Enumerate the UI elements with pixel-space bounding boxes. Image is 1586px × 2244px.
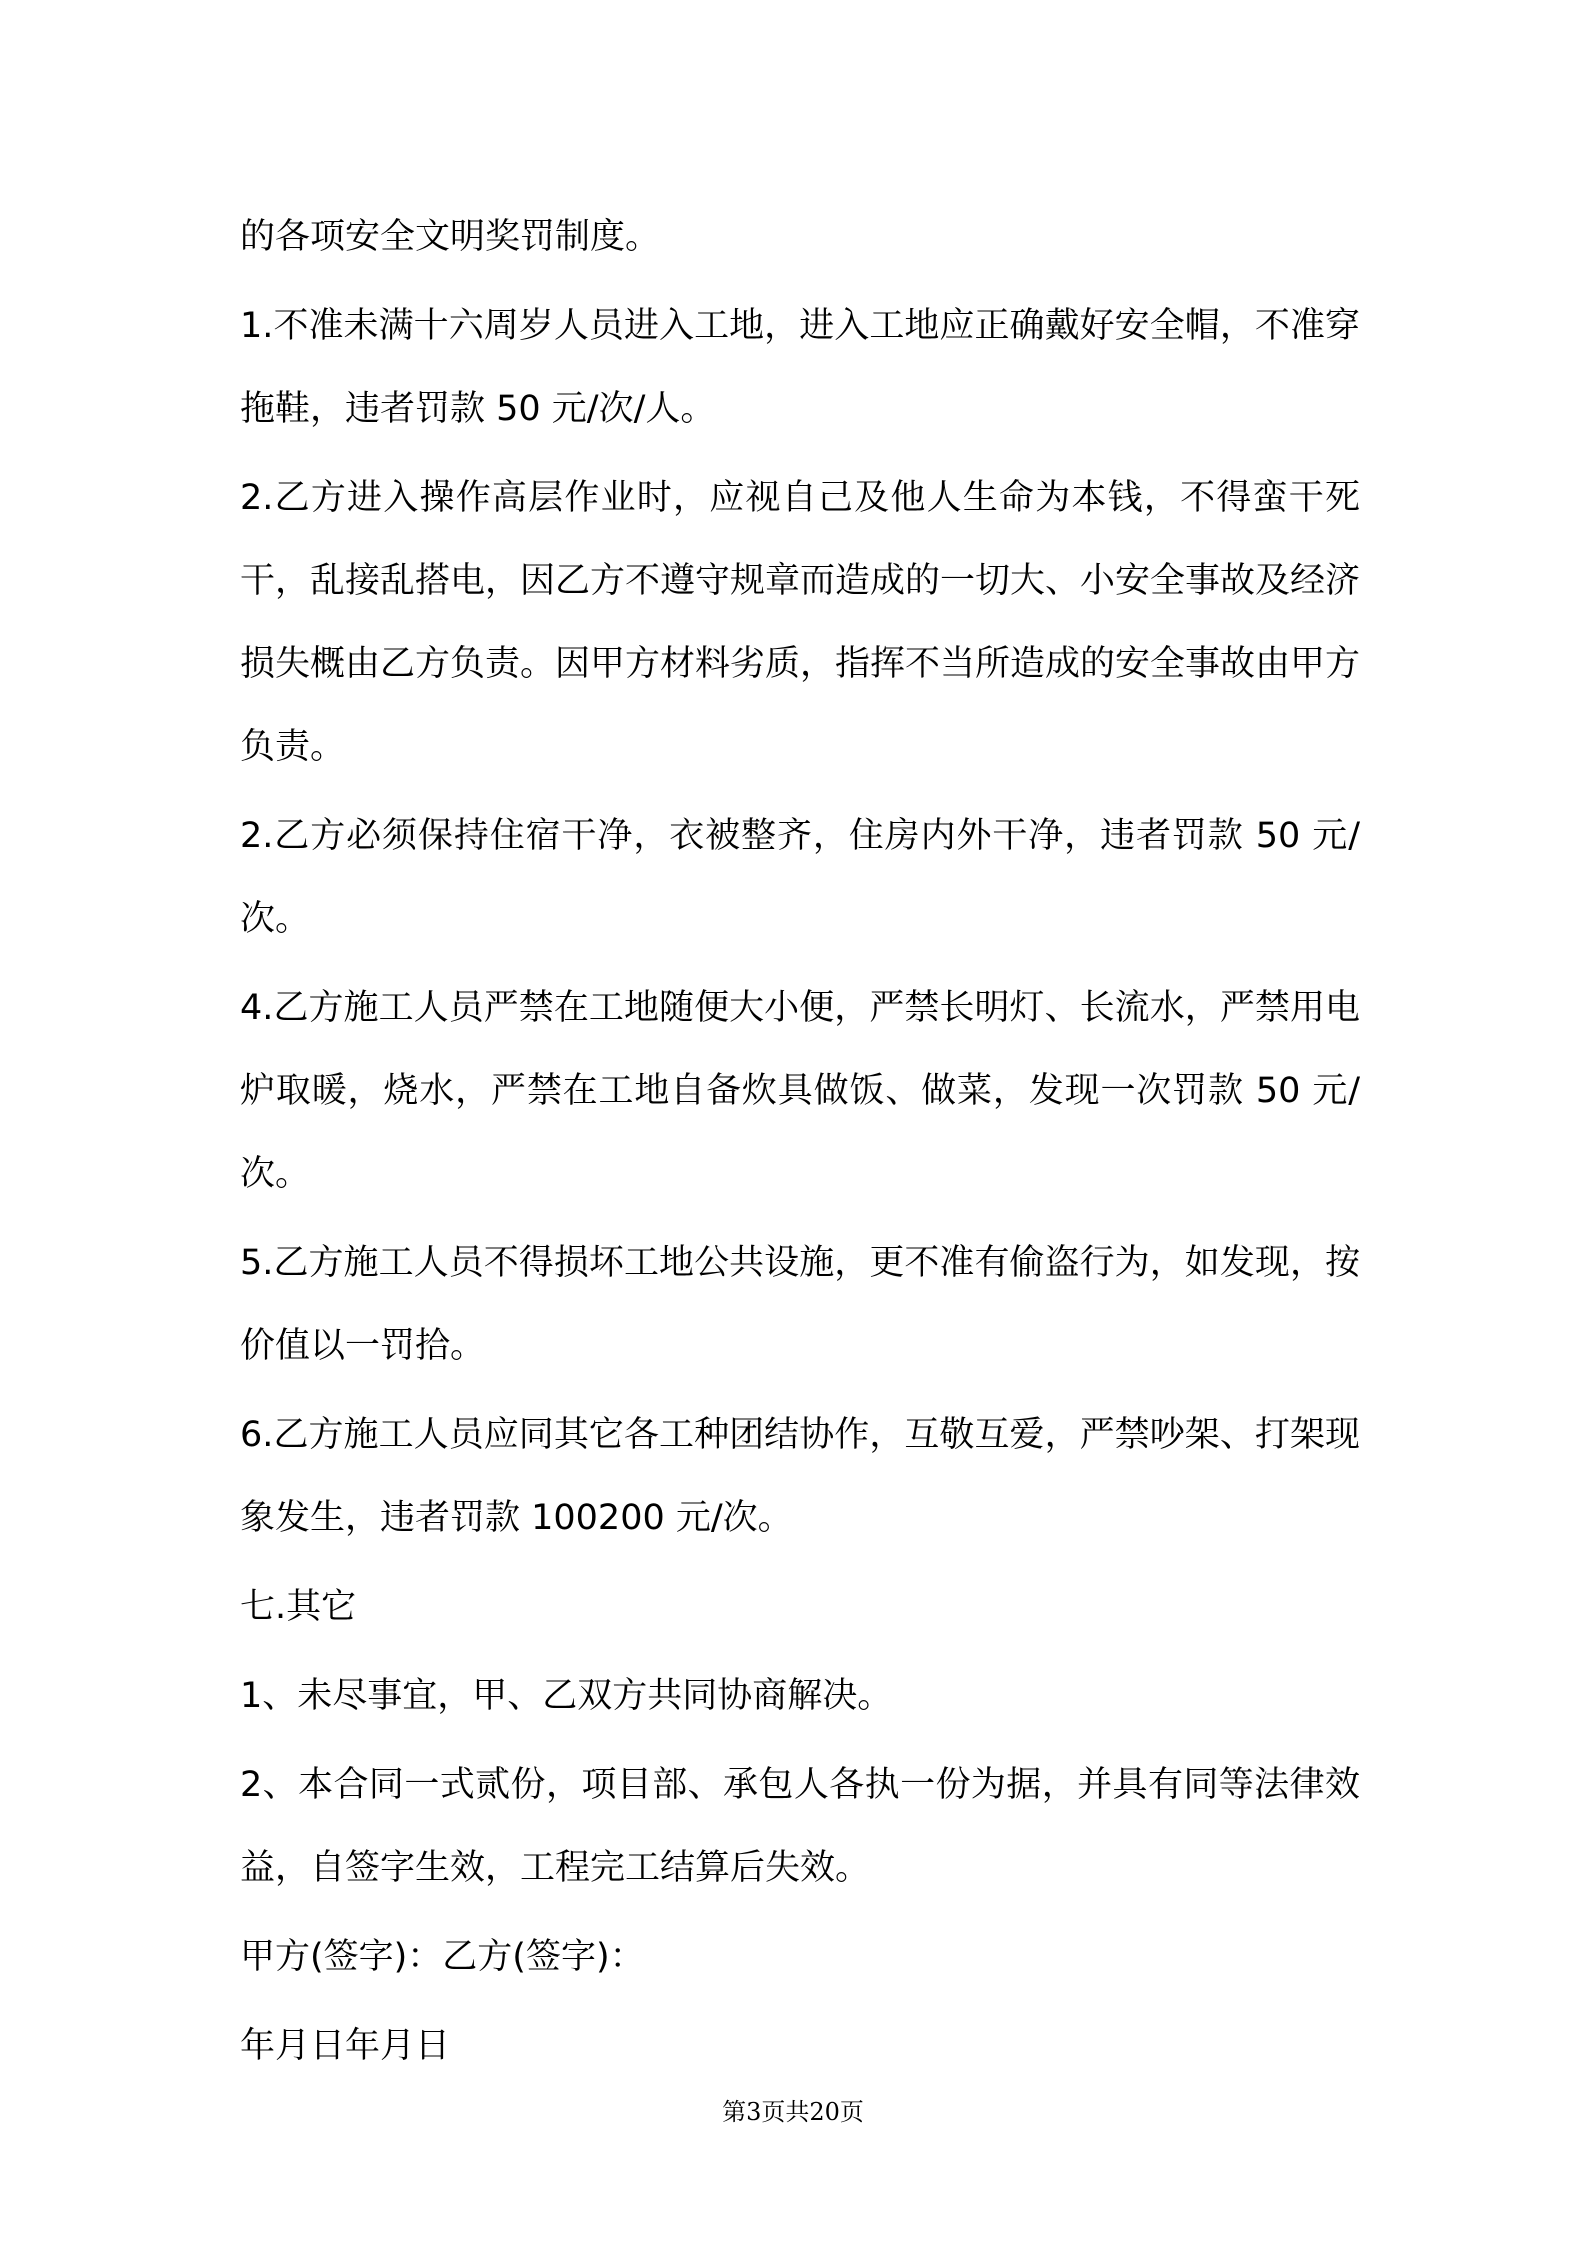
document-body bbox=[240, 196, 1360, 2094]
paragraph-rule-5: 5.乙方施工人员不得损坏工地公共设施，更不准有偷盗行为，如发现，按价值以一罚拾。 bbox=[240, 1243, 1360, 1366]
paragraph-intro: 的各项安全文明奖罚制度。 bbox=[240, 217, 661, 257]
paragraph-rule-1: 1.不准未满十六周岁人员进入工地，进入工地应正确戴好安全帽，不准穿拖鞋，违者罚款 50 元/次/人。 bbox=[240, 306, 1360, 429]
paragraph-rule-3: 2.乙方必须保持住宿干净，衣被整齐，住房内外干净，违者罚款 50 元/次。 bbox=[240, 816, 1360, 939]
section-heading-other: 七.其它 bbox=[240, 1587, 357, 1627]
paragraph-rule-2: 2.乙方进入操作高层作业时，应视自己及他人生命为本钱，不得蛮干死干，乱接乱搭电，因乙方不遵守规章而造成的一切大、小安全事故及经济损失概由乙方负责。因甲方材料劣质，指挥不当所造成的安全事故由甲方负责。 bbox=[240, 478, 1361, 767]
date-line: 年月日年月日 bbox=[240, 2026, 451, 2066]
paragraph-other-2: 2、本合同一式贰份，项目部、承包人各执一份为据，并具有同等法律效益，自签字生效，工程完工结算后失效。 bbox=[240, 1765, 1360, 1888]
signature-line: 甲方(签字)：乙方(签字)： bbox=[240, 1937, 645, 1977]
paragraph-other-1: 1、未尽事宜，甲、乙双方共同协商解决。 bbox=[240, 1676, 893, 1716]
paragraph-rule-4: 4.乙方施工人员严禁在工地随便大小便，严禁长明灯、长流水，严禁用电炉取暖，烧水，严禁在工地自备炊具做饭、做菜，发现一次罚款 50 元/次。 bbox=[240, 988, 1360, 1194]
page-number-footer: 第3页共20页 bbox=[722, 2098, 864, 2126]
paragraph-rule-6: 6.乙方施工人员应同其它各工种团结协作，互敬互爱，严禁吵架、打架现象发生，违者罚款 100200 元/次。 bbox=[240, 1415, 1360, 1538]
